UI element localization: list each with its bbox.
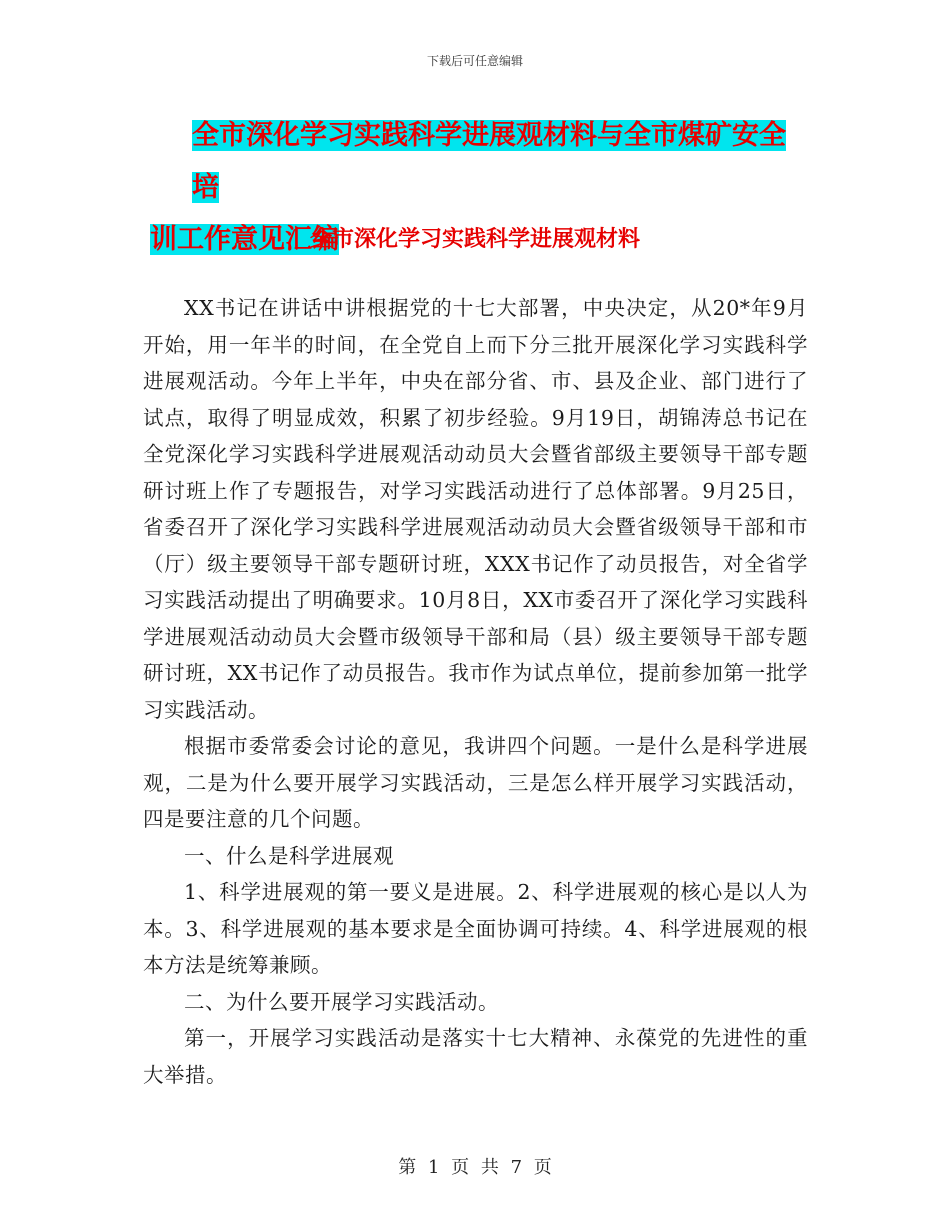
- paragraph-2: 根据市委常委会讨论的意见，我讲四个问题。一是什么是科学进展观，二是为什么要开展学习实践活动，三是怎么样开展学习实践活动，四是要注意的几个问题。: [143, 734, 808, 831]
- title-highlight-1: 全市深化学习实践科学进展观材料与全市煤矿安全培: [192, 120, 786, 203]
- section-title: 全市深化学习实践科学进展观材料: [309, 227, 640, 252]
- paragraph-1: XX书记在讲话中讲根据党的十七大部署，中央决定，从20*年9月开始，用一年半的时间，在全党自上而下分三批开展深化学习实践科学进展观活动。今年上半年，中央在部分省、市、县及企业、部门进行了试点，取得了明显成效，积累了初步经验。9月19日，胡锦涛总书记在全党深化学习实践科学进展观活动动员大会暨省部级主要领导干部专题研讨班上作了专题报告，对学习实践活动进行了总体部署。9月25日，省委召开了深化学习实践科学进展观活动动员大会暨省级领导干部和市（厅）级主要领导干部专题研讨班，XXX书记作了动员报告，对全省学习实践活动提出了明确要求。10月8日，XX市委召开了深化学习实践科学进展观活动动员大会暨市级领导干部和局（县）级主要领导干部专题研讨班，XX书记作了动员报告。我市作为试点单位，提前参加第一批学习实践活动。: [143, 296, 808, 722]
- heading-1: 一、什么是科学进展观: [184, 843, 394, 868]
- document-title-line-1: [150, 110, 810, 214]
- page-footer: 第 1 页 共 7 页: [398, 1157, 552, 1178]
- paragraph-4: 第一，开展学习实践活动是落实十七大精神、永葆党的先进性的重大举措。: [143, 1026, 808, 1087]
- paragraph-3: 1、科学进展观的第一要义是进展。2、科学进展观的核心是以人为本。3、科学进展观的基本要求是全面协调可持续。4、科学进展观的根本方法是统筹兼顾。: [143, 880, 808, 977]
- heading-2: 二、为什么要开展学习实践活动。: [184, 989, 499, 1014]
- document-body: [143, 290, 808, 1093]
- page-header-note: 下载后可任意编辑: [426, 54, 523, 68]
- title-highlight-2: 训工作意见汇编: [150, 224, 339, 255]
